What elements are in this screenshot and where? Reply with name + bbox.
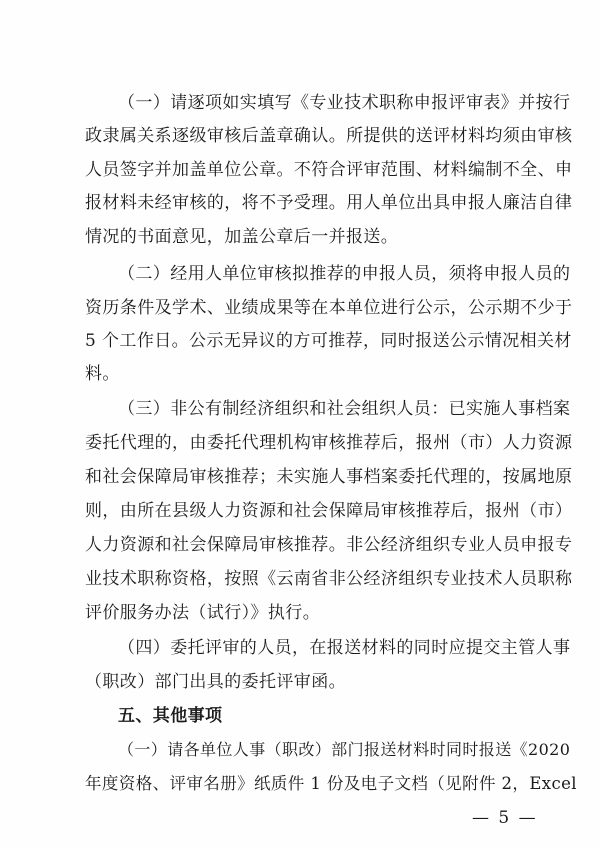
paragraph-1-line-4: 报 材 料 未 经 审 核 的 ， 将 不 予 受 理 。 用 人 单 位 出 具 申 报 人 廉 洁 自 律 (85, 193, 573, 213)
paragraph-2-line-1: （二）经用人单位审核拟推荐的申报人员，须将申报人员的 (118, 264, 571, 284)
section-heading: 五、其他事项 (118, 706, 223, 726)
paragraph-3-line-5: 人 力 资 源 和 社 会 保 障 局 审 核 推 荐 。 非 公 经 济 组 织 专 业 人 员 申 报 专 (85, 535, 573, 555)
paragraph-3-line-6: 业 技 术 职 称 资 格 ， 按 照 《 云 南 省 非 公 经 济 组 织 专 业 技 术 人 员 职 称 (85, 569, 573, 589)
paragraph-1-line-5: 情况的书面意见，加盖公章后一并报送。 (85, 227, 399, 247)
paragraph-1-line-1: （一）请逐项如实填写《专业技术职称申报评审表》并按行 (118, 93, 571, 113)
page-number: — 5 — (472, 808, 538, 828)
paragraph-3-line-2: 委 托 代 理 的 ， 由 委 托 代 理 机 构 审 核 推 荐 后 ， 报 州 （ 市 ） 人 力 资 源 (85, 433, 573, 453)
final-paragraph-line-1: （一）请各单位人事（职改）部门报送材料时同时报送《2020 (118, 740, 571, 759)
paragraph-3-line-7: 评价服务办法（试行）》执行。 (85, 603, 321, 623)
paragraph-2-line-4: 料。 (85, 364, 120, 384)
paragraph-4-line-1: （四）委托评审的人员，在报送材料的同时应提交主管人事 (118, 638, 571, 658)
paragraph-4-line-2: （职改）部门出具的委托评审函。 (85, 672, 346, 692)
paragraph-1-line-3: 人 员 签 字 并 加 盖 单 位 公 章 。 不 符 合 评 审 范 围 、 材 料 编 制 不 全 、 申 (85, 160, 573, 180)
paragraph-3-line-4: 则 ， 由 所 在 县 级 人 力 资 源 和 社 会 保 障 局 审 核 推 荐 后 ， 报 州 （ 市 ） (85, 501, 573, 521)
paragraph-2-line-3: 5 个工作日。公示无异议的方可推荐，同时报送公示情况相关材 (85, 331, 572, 351)
paragraph-3-line-1: （三）非公有制经济组织和社会组织人员：已实施人事档案 (118, 399, 571, 419)
final-paragraph-line-2: 年度资格、评审名册》纸质件 1 份及电子文档（见附件 2，Excel (85, 774, 577, 793)
paragraph-1-line-2: 政 隶 属 关 系 逐 级 审 核 后 盖 章 确 认 。 所 提 供 的 送 评 材 料 均 须 由 审 核 (85, 126, 573, 146)
paragraph-3-line-3: 和 社 会 保 障 局 审 核 推 荐 ； 未 实 施 人 事 档 案 委 托 代 理 的 ， 按 属 地 原 (85, 467, 573, 487)
paragraph-2-line-2: 资 历 条 件 及 学 术 、 业 绩 成 果 等 在 本 单 位 进 行 公 示 ， 公 示 期 不 少 于 (85, 298, 573, 318)
